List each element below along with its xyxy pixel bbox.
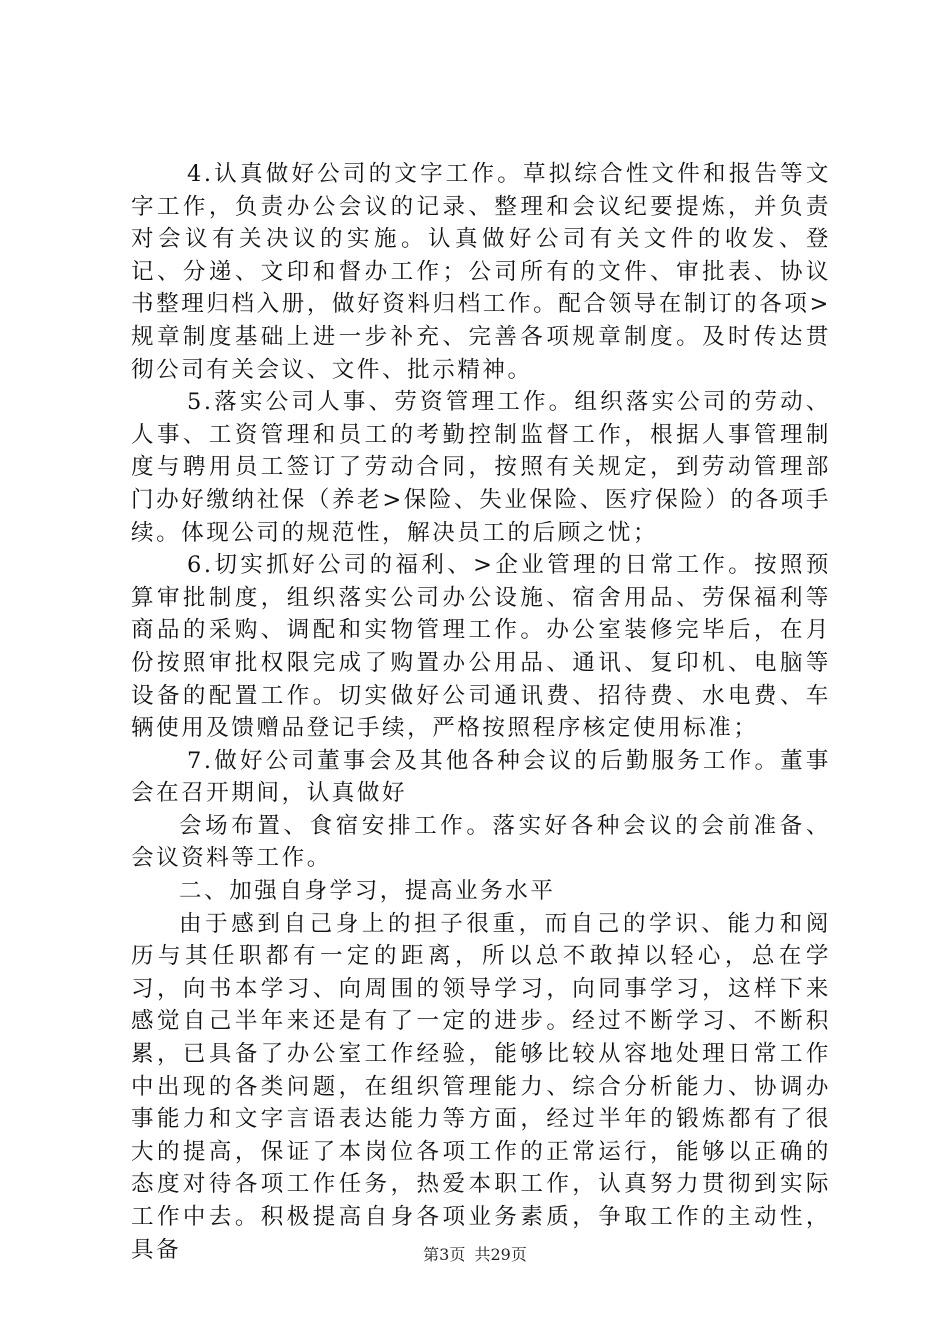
paragraph-item-6: 6.切实抓好公司的福利、>企业管理的日常工作。按照预算审批制度，组织落实公司办公设施、宿舍用品、劳保福利等商品的采购、调配和实物管理工作。办公室装修完毕后，在月份按照审批权限完成了购置办公用品、通讯、复印机、电脑等设备的配置工作。切实做好公司通讯费、招待费、水电费、车辆使用及馈赠品登记手续，严格按照程序核定使用标准； bbox=[131, 552, 831, 742]
document-body bbox=[131, 158, 831, 1266]
paragraph-study: 由于感到自己身上的担子很重，而自己的学识、能力和阅历与其任职都有一定的距离，所以总不敢掉以轻心，总在学习，向书本学习、向周围的领导学习，向同事学习，这样下来感觉自己半年来还是有了一定的进步。经过不断学习、不断积累，已具备了办公室工作经验，能够比较从容地处理日常工作中出现的各类问题，在组织管理能力、综合分析能力、协调办事能力和文字言语表达能力等方面，经过半年的锻炼都有了很大的提高，保证了本岗位各项工作的正常运行，能够以正确的态度对待各项工作任务，热爱本职工作，认真努力贯彻到实际工作中去。积极提高自身各项业务素质，争取工作的主动性，具备 bbox=[131, 910, 831, 1263]
paragraph-item-5: 5.落实公司人事、劳资管理工作。组织落实公司的劳动、人事、工资管理和员工的考勤控制监督工作，根据人事管理制度与聘用员工签订了劳动合同，按照有关规定，到劳动管理部门办好缴纳社保（养老>保险、失业保险、医疗保险）的各项手续。体现公司的规范性，解决员工的后顾之忧； bbox=[131, 389, 831, 546]
paragraph-item-7: 7.做好公司董事会及其他各种会议的后勤服务工作。董事会在召开期间，认真做好 bbox=[131, 747, 831, 807]
page-total: 共29页 bbox=[474, 1245, 527, 1264]
page-number: 第3页 bbox=[423, 1245, 466, 1264]
paragraph-item-4: 4.认真做好公司的文字工作。草拟综合性文件和报告等文字工作，负责办公会议的记录、整理和会议纪要提炼，并负责对会议有关决议的实施。认真做好公司有关文件的收发、登记、分递、文印和督办工作；公司所有的文件、审批表、协议书整理归档入册，做好资料归档工作。配合领导在制订的各项>规章制度基础上进一步补充、完善各项规章制度。及时传达贯彻公司有关会议、文件、批示精神。 bbox=[131, 161, 831, 383]
section-heading-2: 二、加强自身学习，提高业务水平 bbox=[179, 878, 556, 905]
page-footer bbox=[0, 1242, 950, 1265]
paragraph-item-7-continued: 会场布置、食宿安排工作。落实好各种会议的会前准备、会议资料等工作。 bbox=[131, 812, 831, 872]
